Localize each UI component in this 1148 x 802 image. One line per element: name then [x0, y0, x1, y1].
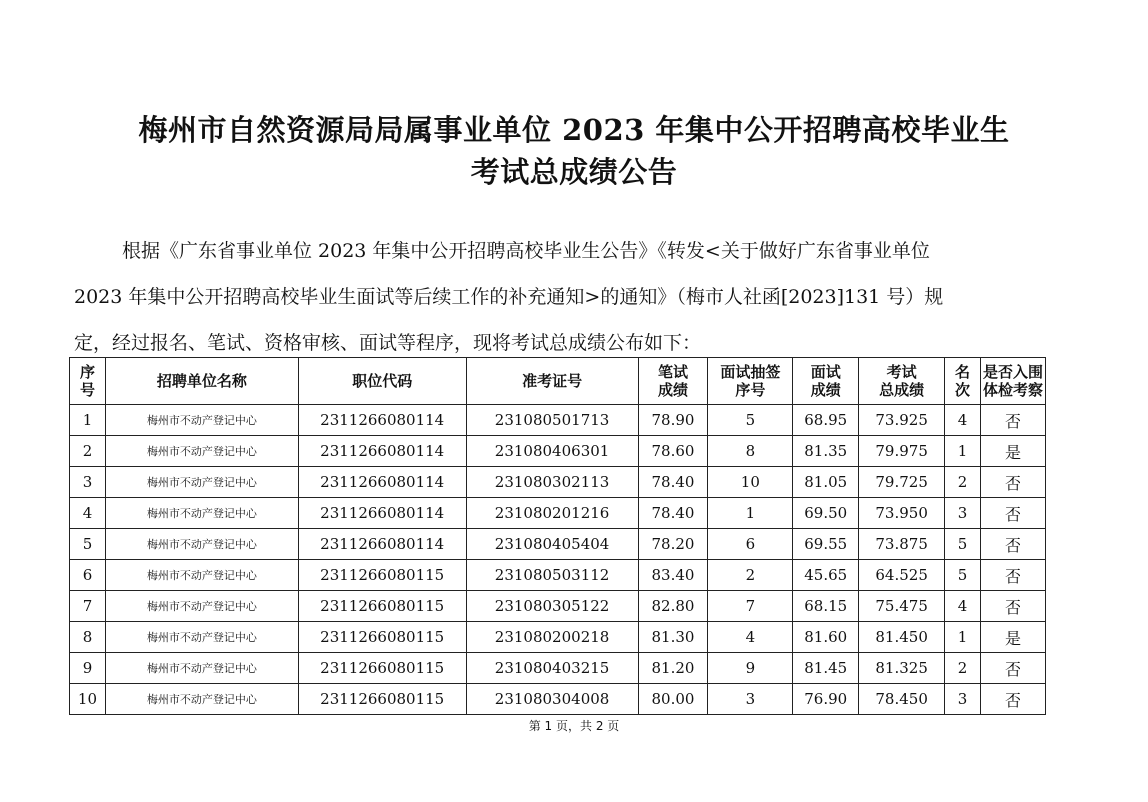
cell-unit: 梅州市不动产登记中心: [105, 653, 298, 684]
cell-seq: 8: [70, 622, 106, 653]
cell-seq: 6: [70, 560, 106, 591]
table-row: [70, 529, 1046, 560]
cell-seq: 4: [70, 498, 106, 529]
cell-draw: 7: [708, 591, 793, 622]
cell-written: 78.90: [638, 405, 708, 436]
cell-ticket: 231080503112: [466, 560, 638, 591]
cell-ticket: 231080201216: [466, 498, 638, 529]
cell-total: 78.450: [859, 684, 945, 715]
cell-interview: 81.45: [793, 653, 859, 684]
cell-seq: 10: [70, 684, 106, 715]
cell-seq: 9: [70, 653, 106, 684]
cell-total: 75.475: [859, 591, 945, 622]
cell-rank: 5: [945, 529, 981, 560]
cell-rank: 4: [945, 405, 981, 436]
cell-check: 否: [981, 467, 1046, 498]
cell-position: 2311266080114: [298, 529, 466, 560]
cell-draw: 1: [708, 498, 793, 529]
cell-unit: 梅州市不动产登记中心: [105, 529, 298, 560]
cell-rank: 4: [945, 591, 981, 622]
cell-rank: 5: [945, 560, 981, 591]
cell-unit: 梅州市不动产登记中心: [105, 498, 298, 529]
cell-total: 81.325: [859, 653, 945, 684]
intro-paragraph-cont: [74, 274, 1074, 366]
header-draw: 面试抽签 序号: [708, 358, 793, 405]
cell-written: 81.30: [638, 622, 708, 653]
cell-draw: 6: [708, 529, 793, 560]
cell-written: 78.20: [638, 529, 708, 560]
cell-check: 是: [981, 436, 1046, 467]
cell-unit: 梅州市不动产登记中心: [105, 405, 298, 436]
table-row: [70, 653, 1046, 684]
cell-position: 2311266080115: [298, 622, 466, 653]
table-row: [70, 436, 1046, 467]
cell-written: 78.40: [638, 498, 708, 529]
header-total: 考试 总成绩: [859, 358, 945, 405]
cell-check: 否: [981, 591, 1046, 622]
cell-total: 79.975: [859, 436, 945, 467]
cell-unit: 梅州市不动产登记中心: [105, 560, 298, 591]
table-row: [70, 405, 1046, 436]
cell-rank: 1: [945, 436, 981, 467]
cell-position: 2311266080114: [298, 498, 466, 529]
cell-written: 83.40: [638, 560, 708, 591]
cell-draw: 4: [708, 622, 793, 653]
cell-rank: 1: [945, 622, 981, 653]
table-header-row: [70, 358, 1046, 405]
header-unit: 招聘单位名称: [105, 358, 298, 405]
cell-seq: 3: [70, 467, 106, 498]
cell-check: 是: [981, 622, 1046, 653]
cell-check: 否: [981, 498, 1046, 529]
cell-written: 78.60: [638, 436, 708, 467]
cell-unit: 梅州市不动产登记中心: [105, 436, 298, 467]
cell-ticket: 231080304008: [466, 684, 638, 715]
table-row: [70, 591, 1046, 622]
cell-unit: 梅州市不动产登记中心: [105, 684, 298, 715]
header-seq: 序 号: [70, 358, 106, 405]
cell-ticket: 231080305122: [466, 591, 638, 622]
cell-ticket: 231080403215: [466, 653, 638, 684]
cell-rank: 3: [945, 684, 981, 715]
cell-ticket: 231080405404: [466, 529, 638, 560]
cell-interview: 69.55: [793, 529, 859, 560]
cell-seq: 5: [70, 529, 106, 560]
cell-unit: 梅州市不动产登记中心: [105, 467, 298, 498]
cell-interview: 69.50: [793, 498, 859, 529]
header-interview: 面试 成绩: [793, 358, 859, 405]
cell-draw: 2: [708, 560, 793, 591]
cell-rank: 2: [945, 653, 981, 684]
cell-draw: 8: [708, 436, 793, 467]
page-title-line1: 梅州市自然资源局局属事业单位 2023 年集中公开招聘高校毕业生: [138, 113, 1010, 147]
intro-paragraph: [74, 228, 1074, 274]
cell-interview: 81.35: [793, 436, 859, 467]
cell-check: 否: [981, 529, 1046, 560]
cell-rank: 2: [945, 467, 981, 498]
cell-seq: 7: [70, 591, 106, 622]
cell-draw: 9: [708, 653, 793, 684]
cell-position: 2311266080114: [298, 467, 466, 498]
cell-position: 2311266080115: [298, 560, 466, 591]
header-position: 职位代码: [298, 358, 466, 405]
score-table: [69, 357, 1046, 715]
cell-draw: 5: [708, 405, 793, 436]
header-written: 笔试 成绩: [638, 358, 708, 405]
cell-written: 80.00: [638, 684, 708, 715]
intro-line-3: 定，经过报名、笔试、资格审核、面试等程序，现将考试总成绩公布如下：: [74, 332, 702, 354]
cell-total: 73.950: [859, 498, 945, 529]
cell-rank: 3: [945, 498, 981, 529]
cell-unit: 梅州市不动产登记中心: [105, 591, 298, 622]
cell-position: 2311266080114: [298, 405, 466, 436]
table-body: [70, 405, 1046, 715]
cell-position: 2311266080115: [298, 653, 466, 684]
intro-line-1: 根据《广东省事业单位 2023 年集中公开招聘高校毕业生公告》《转发<关于做好广东省事业单位: [122, 240, 930, 262]
header-check: 是否入围 体检考察: [981, 358, 1046, 405]
cell-written: 81.20: [638, 653, 708, 684]
cell-total: 73.925: [859, 405, 945, 436]
table-row: [70, 498, 1046, 529]
header-ticket: 准考证号: [466, 358, 638, 405]
table-row: [70, 560, 1046, 591]
cell-interview: 45.65: [793, 560, 859, 591]
page-footer: 第 1 页，共 2 页: [528, 719, 620, 733]
cell-unit: 梅州市不动产登记中心: [105, 622, 298, 653]
cell-interview: 81.05: [793, 467, 859, 498]
header-rank: 名 次: [945, 358, 981, 405]
cell-draw: 10: [708, 467, 793, 498]
cell-total: 79.725: [859, 467, 945, 498]
cell-check: 否: [981, 684, 1046, 715]
cell-total: 73.875: [859, 529, 945, 560]
cell-written: 82.80: [638, 591, 708, 622]
table-row: [70, 684, 1046, 715]
cell-position: 2311266080115: [298, 684, 466, 715]
table-row: [70, 467, 1046, 498]
cell-check: 否: [981, 560, 1046, 591]
cell-interview: 68.95: [793, 405, 859, 436]
cell-interview: 81.60: [793, 622, 859, 653]
cell-written: 78.40: [638, 467, 708, 498]
cell-interview: 68.15: [793, 591, 859, 622]
cell-position: 2311266080115: [298, 591, 466, 622]
cell-draw: 3: [708, 684, 793, 715]
cell-total: 81.450: [859, 622, 945, 653]
cell-check: 否: [981, 405, 1046, 436]
cell-position: 2311266080114: [298, 436, 466, 467]
cell-check: 否: [981, 653, 1046, 684]
cell-ticket: 231080302113: [466, 467, 638, 498]
cell-ticket: 231080406301: [466, 436, 638, 467]
cell-ticket: 231080200218: [466, 622, 638, 653]
table-row: [70, 622, 1046, 653]
cell-seq: 2: [70, 436, 106, 467]
cell-seq: 1: [70, 405, 106, 436]
page-title-line2: 考试总成绩公告: [470, 155, 678, 189]
cell-total: 64.525: [859, 560, 945, 591]
intro-line-2: 2023 年集中公开招聘高校毕业生面试等后续工作的补充通知>的通知》（梅市人社函[2023]131 号）规: [74, 286, 944, 308]
cell-ticket: 231080501713: [466, 405, 638, 436]
cell-interview: 76.90: [793, 684, 859, 715]
